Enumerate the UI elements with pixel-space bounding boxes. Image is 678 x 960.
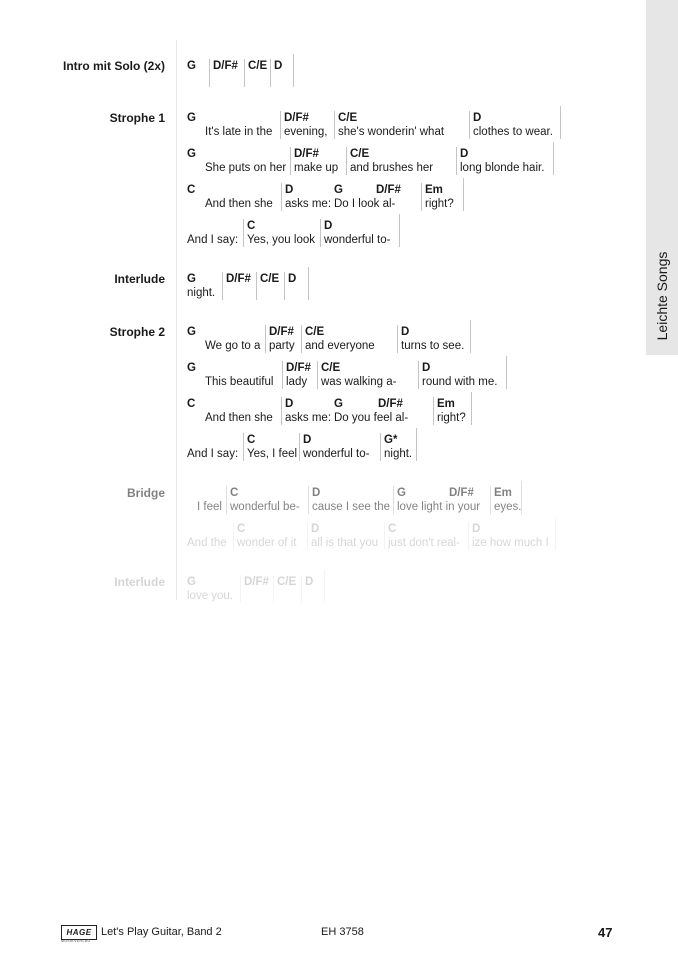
chord-cell [449, 486, 474, 514]
section-label: Interlude [114, 272, 165, 286]
chord-symbol: G* [384, 434, 398, 446]
chord-symbol: C [237, 523, 246, 535]
end-bar-line [463, 178, 464, 211]
lyric-text: just don't real- [388, 537, 460, 549]
chord-symbol: D/F# [378, 398, 403, 410]
chord-symbol: D [460, 148, 469, 160]
chord-cell [270, 59, 282, 87]
chord-cell [240, 575, 269, 603]
chord-cell [456, 147, 544, 175]
end-bar-line [506, 356, 507, 389]
chord-symbol: C/E [338, 112, 358, 124]
chord-symbol: G [187, 148, 196, 160]
chord-symbol: G [334, 398, 343, 410]
chord-cell [307, 522, 378, 550]
chord-cell [243, 219, 315, 247]
chord-symbol: Em [494, 487, 512, 499]
lyric-text: Do you feel al- [334, 412, 409, 424]
lyric-text: And then she [205, 412, 273, 424]
section-label: Interlude [114, 575, 165, 589]
lyric-text: she's wonderin' what [338, 126, 445, 138]
lyric-text [274, 73, 282, 87]
chord-cell [378, 397, 403, 425]
end-bar-line [470, 320, 471, 353]
lyric-text: cause I see the [312, 501, 390, 513]
chord-cell [384, 522, 460, 550]
chord-symbol: D [311, 523, 320, 535]
lyric-text: all is that you [311, 537, 379, 549]
chord-symbol: Em [425, 184, 443, 196]
lyric-text [378, 411, 403, 425]
chord-cell [187, 433, 238, 461]
end-bar-line [521, 481, 522, 514]
lyric-text: wonderful to- [303, 448, 370, 460]
chord-symbol: D/F# [226, 273, 251, 285]
chord-symbol: D/F# [286, 362, 311, 374]
chord-cell [187, 219, 238, 247]
lyric-text: And the [187, 537, 227, 549]
lyric-text: turns to see. [401, 340, 465, 352]
lyric-text: asks me: [285, 198, 332, 210]
lyric-text: asks me: [285, 412, 332, 424]
chord-cell [187, 147, 286, 175]
lyric-text [260, 286, 279, 300]
chord-cell [376, 183, 401, 211]
lyric-text: This beautiful [205, 376, 274, 388]
chord-symbol: Em [437, 398, 455, 410]
chord-cell [469, 111, 553, 139]
chord-cell [226, 486, 300, 514]
side-tab-label: Leichte Songs [654, 251, 670, 341]
chord-cell [421, 183, 454, 211]
chord-cell [308, 486, 390, 514]
end-bar-line [293, 54, 294, 87]
chord-cell [281, 397, 331, 425]
chord-cell [273, 575, 296, 603]
chord-symbol: D [422, 362, 431, 374]
chord-cell [490, 486, 522, 514]
chord-symbol: D [473, 112, 482, 124]
chord-cell [243, 433, 297, 461]
chord-symbol: D [303, 434, 312, 446]
lyric-text: round with me. [422, 376, 498, 388]
lyric-text [187, 73, 196, 87]
lyric-text: wonder of it [237, 537, 297, 549]
lyric-text: love light in your [397, 501, 481, 513]
chord-symbol: G [187, 362, 196, 374]
chord-cell [187, 522, 227, 550]
lyric-text: wonderful be- [230, 501, 300, 513]
chord-cell [290, 147, 338, 175]
chord-symbol: G [187, 273, 196, 285]
section-label: Intro mit Solo (2x) [63, 59, 165, 73]
lyric-text [376, 197, 401, 211]
chord-symbol [187, 219, 238, 233]
chord-cell [299, 433, 369, 461]
chord-symbol: C/E [260, 273, 280, 285]
lyric-text: night. [187, 287, 216, 299]
chord-symbol: D [274, 60, 283, 72]
chord-cell [468, 522, 549, 550]
chord-symbol: D [324, 220, 333, 232]
lyric-text: eyes. [494, 501, 522, 513]
chord-symbol: D/F# [269, 326, 294, 338]
page-number: 47 [598, 925, 613, 940]
catalog-number: EH 3758 [321, 926, 364, 938]
chord-symbol: D [401, 326, 410, 338]
chord-symbol: D/F# [213, 60, 238, 72]
chord-symbol: C/E [277, 576, 297, 588]
chord-cell [222, 272, 251, 300]
publisher-logo: HAGE [61, 925, 97, 940]
end-bar-line [553, 142, 554, 175]
lyric-text: clothes to wear. [473, 126, 553, 138]
lyric-text: right? [425, 198, 454, 210]
lyric-text: was walking a- [321, 376, 397, 388]
chord-cell [244, 59, 267, 87]
lyric-text [277, 589, 296, 603]
end-bar-line [324, 570, 325, 603]
chord-cell [334, 111, 444, 139]
chord-symbol: C [247, 220, 256, 232]
chord-symbol: G [187, 60, 196, 72]
chord-symbol: D/F# [284, 112, 309, 124]
chord-cell [187, 397, 273, 425]
chord-symbol: G [397, 487, 406, 499]
end-bar-line [399, 214, 400, 247]
lyric-text: It's late in the [205, 126, 273, 138]
lyric-text: And I say: [187, 234, 239, 246]
lyric-text: evening, [284, 126, 328, 138]
lyric-text: lady [286, 376, 308, 388]
lyric-text [288, 286, 296, 300]
chord-cell [346, 147, 433, 175]
publisher-logo-subtitle: MUSIKVERLAG [61, 939, 91, 943]
chord-cell [265, 325, 295, 353]
lyric-text [226, 286, 251, 300]
chord-symbol: D [305, 576, 314, 588]
chord-cell [433, 397, 466, 425]
chord-symbol: G [187, 326, 196, 338]
chord-symbol: D [285, 398, 294, 410]
chord-cell [187, 575, 233, 603]
lyric-text [213, 73, 238, 87]
chord-cell [317, 361, 396, 389]
chord-symbol: C [247, 434, 256, 446]
lyric-text: make up [294, 162, 339, 174]
chord-symbol: C/E [321, 362, 341, 374]
lyric-text: And then she [205, 198, 273, 210]
chord-cell [418, 361, 497, 389]
chord-symbol: D/F# [449, 487, 474, 499]
chord-cell [281, 183, 331, 211]
lyric-text: I feel [197, 501, 222, 513]
chord-cell [187, 486, 222, 514]
book-title: Let's Play Guitar, Band 2 [101, 926, 222, 938]
chord-cell [397, 325, 464, 353]
lyric-text: We go to a [205, 340, 261, 352]
end-bar-line [555, 517, 556, 550]
end-bar-line [471, 392, 472, 425]
lyric-text: party [269, 340, 295, 352]
chord-symbol: D [312, 487, 321, 499]
end-bar-line [416, 428, 417, 461]
chord-symbol: C/E [248, 60, 268, 72]
chord-cell [280, 111, 327, 139]
lyric-text [244, 589, 269, 603]
lyric-text: ize how much I [472, 537, 549, 549]
chord-cell [282, 361, 311, 389]
chord-symbol: D/F# [244, 576, 269, 588]
lyric-text: Do I look al- [334, 198, 396, 210]
chord-symbol: G [187, 576, 196, 588]
chord-symbol: D [285, 184, 294, 196]
lyric-text [449, 500, 474, 514]
chord-cell [187, 59, 196, 87]
chord-symbol: C [388, 523, 397, 535]
end-bar-line [308, 267, 309, 300]
chord-symbol [187, 433, 238, 447]
lyric-text: and everyone [305, 340, 375, 352]
chord-cell [187, 361, 273, 389]
lyric-text: And I say: [187, 448, 239, 460]
chord-symbol: C [187, 398, 196, 410]
chord-symbol [187, 486, 222, 500]
chord-cell [380, 433, 412, 461]
lyric-text: and brushes her [350, 162, 434, 174]
chord-symbol [187, 522, 227, 536]
chord-symbol: D/F# [294, 148, 319, 160]
section-label: Strophe 1 [109, 111, 165, 125]
lyric-text: love you. [187, 590, 234, 602]
chord-symbol: G [334, 184, 343, 196]
end-bar-line [560, 106, 561, 139]
chord-symbol: C [230, 487, 239, 499]
chord-symbol: C/E [350, 148, 370, 160]
chord-cell [301, 325, 375, 353]
lyric-text [248, 73, 267, 87]
chord-cell [233, 522, 296, 550]
lyric-text: She puts on her [205, 162, 287, 174]
chord-cell [256, 272, 279, 300]
chord-cell [187, 111, 272, 139]
lyric-text: right? [437, 412, 466, 424]
section-label: Strophe 2 [109, 325, 165, 339]
lyric-text: night. [384, 448, 413, 460]
chord-cell [209, 59, 238, 87]
lyric-text: Yes, you look [247, 234, 315, 246]
column-divider [176, 40, 177, 600]
chord-cell [187, 272, 215, 300]
chord-symbol: C [187, 184, 196, 196]
chord-symbol: G [187, 112, 196, 124]
chord-cell [187, 325, 260, 353]
lyric-text: long blonde hair. [460, 162, 545, 174]
chord-symbol: C/E [305, 326, 325, 338]
lyric-text: wonderful to- [324, 234, 391, 246]
chord-cell [284, 272, 296, 300]
chord-cell [187, 183, 273, 211]
section-label: Bridge [126, 486, 165, 500]
chord-symbol: D [288, 273, 297, 285]
chord-cell [320, 219, 390, 247]
lyric-text [305, 589, 313, 603]
chord-symbol: D [472, 523, 481, 535]
lyric-text: Yes, I feel [247, 448, 298, 460]
chord-cell [301, 575, 313, 603]
chord-symbol: D/F# [376, 184, 401, 196]
